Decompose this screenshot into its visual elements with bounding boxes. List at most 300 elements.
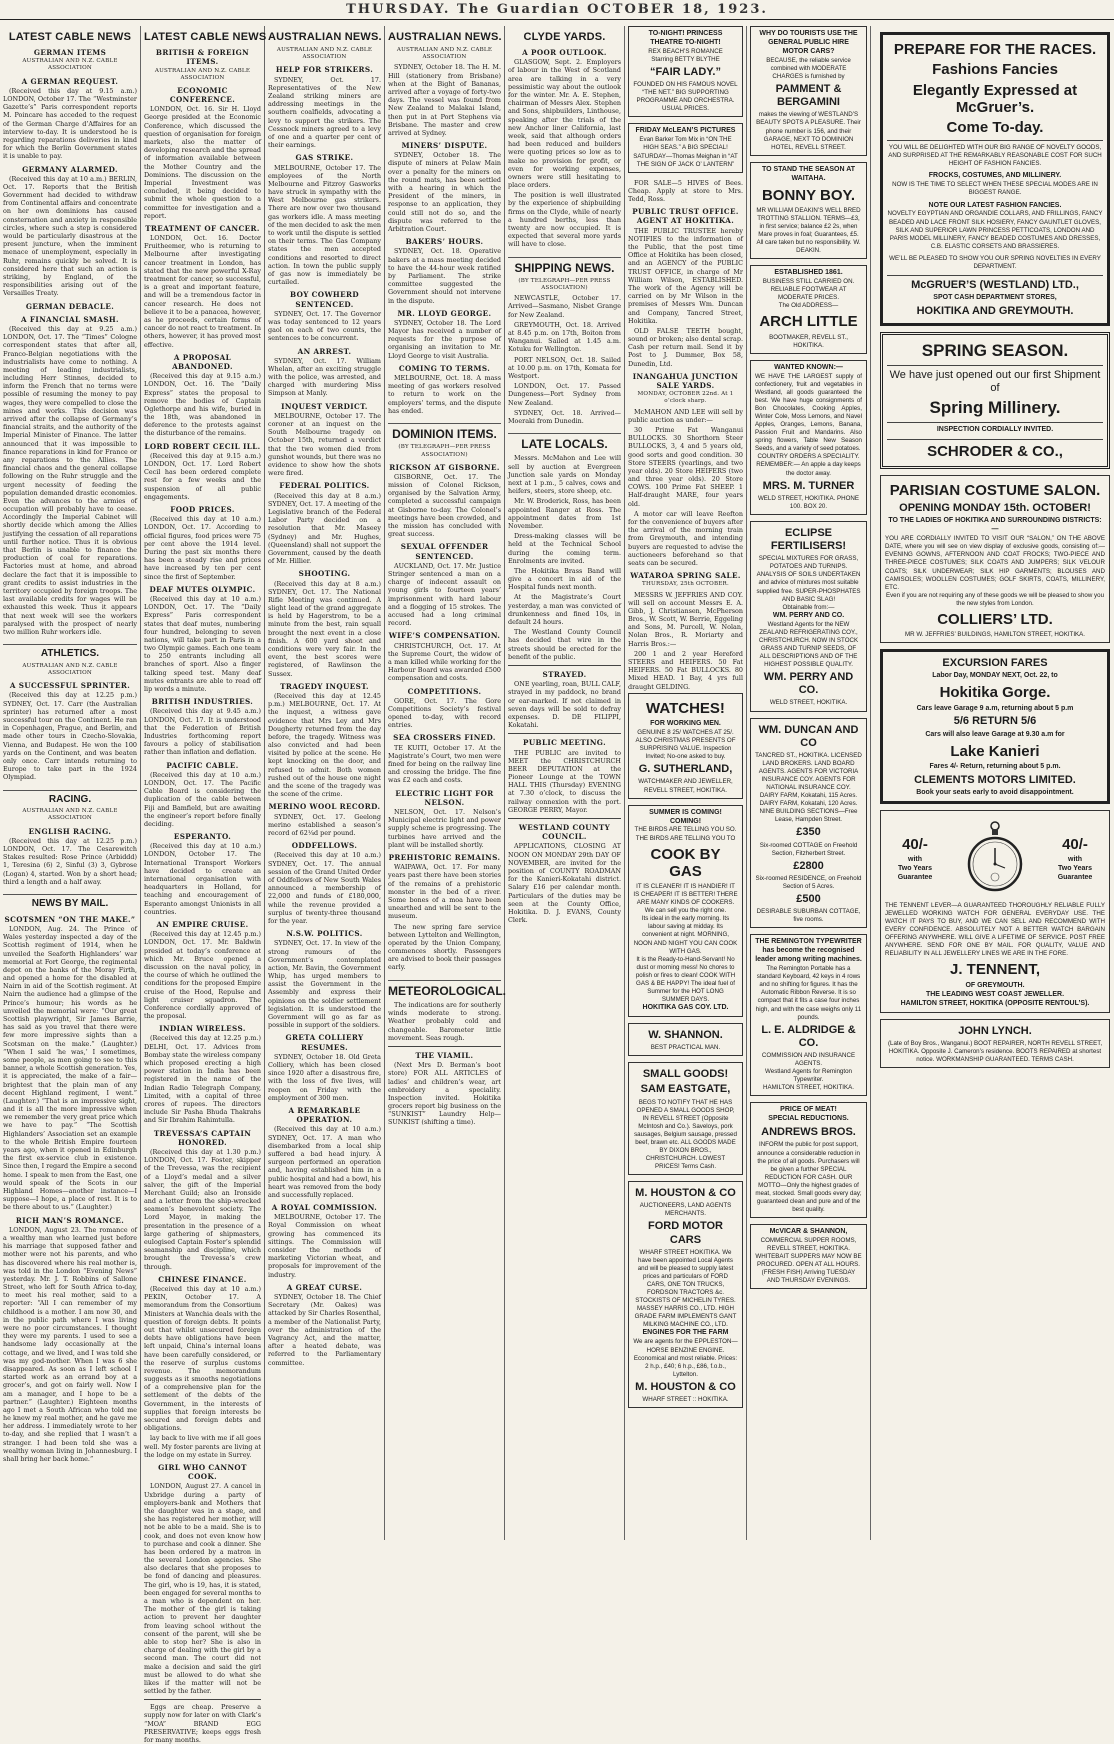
article-body: MELBOURNE, October 17. The Royal Commission on wheat growing has commenced its sittings. The Commission will consider the methods of marketing Victorian wheat, and proposals for improvement of the industry. <box>268 1213 381 1279</box>
article-body: WAIPAWA, Oct. 17. For many years past there have been stories of the remains of a prehistoric monster in the bed of a river. Some bones of a moa have been unearthed and will be sent to the museum. <box>388 863 501 921</box>
divider <box>887 275 1103 276</box>
advert-heading: PARISIAN COSTUME SALON. <box>889 481 1101 499</box>
advert-line: DAIRY FARM, Kokatahi, 115 Acres. DAIRY FARM, Kokatahi, 120 Acres. <box>759 792 858 808</box>
advert-line: TANCRED ST., HOKITIKA. LICENSED LAND BROKERS. LAND BOARD AGENTS. AGENTS FOR VICTORIA INSURANCE COY. AGENTS FOR NATIONAL INSURANCE COY. <box>755 751 862 792</box>
sale-date: MONDAY, OCTOBER 22nd. At 1 o’clock sharp. <box>637 391 734 405</box>
advert-name: JOHN LYNCH. <box>958 1024 1032 1037</box>
article-body: SYDNEY, Oct. 17. William Whelan, after an exciting struggle with the police, was arrested, and charged with murdering Miss Simpson at Manly. <box>268 356 381 398</box>
divider <box>887 365 1103 366</box>
article-body: SYDNEY, October 18. The H. M. Hill (stationery from Brisbane) when at the Bight of Bananas, arrived after a voyage of forty-two days. The vessel was found from New Zealand to Malakai Island, then put in at Port Stephens via Brisbane. The master and crew arrived at Sydney. <box>388 63 501 137</box>
advert-name: W. SHANNON. <box>648 1028 723 1041</box>
article-body: GORE, Oct. 17. The Gore Competitions Society’s festival opened to-day, with record entries. <box>388 696 501 730</box>
column-adverts-theatre <box>625 26 747 1540</box>
notice-body: THE PUBLIC are invited to MEET the CHRISTCHURCH BEER DEPUTATION at the Pioneer Lounge at the TOWN HALL THIS (Thursday) EVENING at 7.30 o’clock, to discuss the railway connexion with the port. GEORGE PERRY, Mayor. <box>508 748 621 814</box>
article-heading: A SUCCESSFUL SPRINTER. <box>9 681 131 691</box>
article-body: (Received this day at 8 a.m.) SYDNEY, Oct. 17. The National Rifle Meeting was continued. A slight lead of the grand aggregate is held by Hagerstrom, to be a minute from the best, rain squall brought the next event in a close finish. A 600 yard shoot and conditions were very fair. In the event, the best scores were registered, of Rawlinson the Sussex. <box>268 579 381 678</box>
article-heading: A REMARKABLE OPERATION. <box>288 1105 361 1125</box>
advert-line: TO THE LADIES OF HOKITIKA AND SURROUNDING DISTRICTS:— <box>888 517 1102 534</box>
column-display-adverts <box>876 26 1114 1540</box>
advert-line: DESIRABLE SUBURBAN COTTAGE, five rooms. <box>756 908 861 924</box>
advert-name: COLLIERS’ LTD. <box>937 610 1053 628</box>
article-body: LONDON, Oct. 16. Doctor Fruitheemer, who is returning to Melbourne after investigating cancer treatment in London, has stated that the new powerful X-Ray treatment for cancer, so successful, is a great and important feature, and will be a tremendous factor in cancer research. He does not believe it to be a panacea, however, as he proceeds, certain forms of cancer do not react to treatment. In others, however, it has proved most effective. <box>144 234 261 349</box>
advert-name: CLEMENTS MOTORS LIMITED. <box>914 773 1076 786</box>
advert-line: HAMILTON STREET, HOKITIKA. <box>763 1084 854 1092</box>
advert-heading: Elegantly Expressed at McGruer’s. <box>912 81 1078 116</box>
advert-line: BECAUSE, the reliable service combined with MODERATE CHARGES is furnished by <box>766 56 851 80</box>
advert-line: OF GREYMOUTH. <box>965 981 1025 989</box>
advert-heading: Lake Kanieri <box>950 742 1040 760</box>
advert-line: Guarantee <box>1057 874 1093 882</box>
advert-line: BUSINESS STILL CARRIED ON. <box>762 278 855 286</box>
article-heading: ECONOMIC CONFERENCE. <box>169 85 236 105</box>
article-body: MELBOURNE, October 17. The coroner at an inquest on the South Melbourne tragedy on October 15th, returned a verdict that the two women died from gunshot wounds, but there was no evidence to show how the shots were fired. <box>268 411 381 478</box>
classified-gold: OLD FALSE TEETH bought, sound or broken; also dental scrap. Cash per return mail. Send it by Post to J. Dummer, Box 58, Dunedin, Ltd. <box>628 326 743 368</box>
advert-heading: THE REMINGTON TYPEWRITER has become the recognised leader among writing machines. <box>755 938 862 964</box>
advert-john-lynch <box>880 1019 1110 1068</box>
article-body: lay back to live with me if all goes well. My foster parents are living at the lodge on my estate in Surrey. <box>144 1434 261 1459</box>
sale-body: McMAHON AND LEE will sell by public auction as under:— <box>628 407 743 424</box>
column-adverts-local <box>747 26 871 1540</box>
article-heading: A PROPOSAL ABANDONED. <box>172 352 233 371</box>
advert-line: SPOT CASH DEPARTMENT STORES, <box>933 294 1057 302</box>
advert-heading: Hokitika Gorge. <box>939 684 1051 702</box>
advert-name: PAMMENT & BERGAMINI <box>775 83 842 109</box>
advert-name: McVICAR & SHANNON, <box>769 1228 848 1236</box>
advert-name: G. SUTHERLAND, <box>638 763 733 776</box>
article-body: GLASGOW, Sept. 2. Employers of labour in the West of Scotland area are talking in a very pessimistic way about the outlook for the winter. Mr. A. E. Stephen, chairman of Messrs Alex. Stephen and Sons, shipbuilders, Linthouse, speaking after the trials of the new Anchor liner California, last week, said that although orders had been reduced and builders were quoting prices so low as to make no provision for profit, or even for working expenses, owners were still hesitating to place orders. <box>508 58 621 190</box>
advert-mcvicar <box>750 1224 867 1289</box>
advert-line: with <box>1068 856 1082 864</box>
advert-heading: ECLIPSE FERTILISERS! <box>770 526 847 553</box>
notice-heading: PUBLIC MEETING. <box>523 738 606 748</box>
advert-heading: THE VIAMIL. <box>415 1050 474 1060</box>
article-heading: GERMANY ALARMED. <box>22 164 118 174</box>
column-heading: LATEST CABLE NEWS <box>144 31 267 43</box>
column-heading: AUSTRALIAN NEWS. <box>268 31 382 43</box>
advert-line: BEST PRACTICAL MAN. <box>650 1044 721 1052</box>
divider <box>887 422 1103 423</box>
section-heading: GERMAN ITEMS <box>33 48 107 58</box>
association-line: AUSTRALIAN AND N.Z. CABLE ASSOCIATION <box>22 808 118 822</box>
advert-line: REX BEACH’S ROMANCE <box>648 47 723 55</box>
article-heading: GERMAN DEBACLE. <box>25 301 115 311</box>
advert-line: BOOTMAKER, REVELL ST., HOKITIKA. <box>769 333 848 349</box>
article-body: AUCKLAND, Oct. 17. Mr. Justice Stringer sentenced a man on a charge of indecent assault on young girls to fourteen years’ imprisonment with hard labour and a flogging of 15 strokes. The accused had a long criminal record. <box>388 561 501 628</box>
association-line: AUSTRALIAN AND N.Z. CABLE ASSOCIATION <box>276 47 373 61</box>
section-heading-dominion-items: DOMINION ITEMS. <box>388 423 501 442</box>
article-body: (Received this day at 9.25 a.m.) LONDON, Oct. 17. The “Times” Cologne correspondent states that after all, Franco-Belgian negotiations with the industrialists have come to nothing. A meeting of leading industrialists, including Herr Stinnes, decided to inform the French that no terms were possible of resuming the money to pay wages, they were compelled to close the mines and works. This decision was arrived after the collapse of Germany’s financial straits, and the authority of the Imperial Minister of Finance. The latter announced that it was impossible to finance reparations in kind for France or any reparations to the Allies. The financial chaos and the general collapse following on the Ruhr struggle and the urgent necessity of feeding the population demanded drastic economies. Even the advances to the armies of occupation will probably have to cease. Accordingly the Imperial Cabinet will shortly decide which among the Allies justifying the cessation of all reparations until further notice. Thus it is obvious that Berlin is unable to finance the production of coal for reparations. Factories must at home, and abroad declare the fact that it is impossible to grant credits to assist industries in the territory occupied by foreign troops. The last available credits for wages will be exhausted this week. Thus it appears that next week will see the workers paralysed with the prospect of nearly two million Ruhr workers idle. <box>3 324 137 636</box>
advert-bonny-boy <box>750 162 867 260</box>
association-line: AUSTRALIAN AND N.Z. CABLE ASSOCIATION <box>396 47 493 61</box>
advert-heading: EXCURSION FARES <box>942 657 1048 670</box>
advert-small-goods <box>628 1062 743 1175</box>
advert-line: MR WILLIAM DEAKIN’S WELL BRED TROTTING STALLION. TERMS—£3, in first service; balance £2 2s, when Mare proves in foal; Guarantees, £5. All care taken but no responsibility. W. DEAKIN. <box>756 206 861 255</box>
advert-name: M. HOUSTON & CO <box>635 1380 736 1393</box>
article-heading: SEXUAL OFFENDER SENTENCED. <box>400 542 489 561</box>
advert-line: Starring BETTY BLYTHE <box>651 55 720 63</box>
article-body: SYDNEY, Oct. 17. In view of the strong rumours of the Government’s contemplated action, Mr. Bavin, the Government Whip, has urged members to assist the Government in the Assembly and express their opinions on the soldier settlement legislation. It is understood the Government will go as far as possible in support of the soldiers. <box>268 939 381 1030</box>
column-heading: LATEST CABLE NEWS <box>8 31 132 43</box>
divider <box>508 818 621 819</box>
advert-line: Fares 4/- Return, returning about 5 p.m. <box>929 762 1061 770</box>
article-heading: N.S.W. POLITICS. <box>286 929 363 939</box>
advert-line: BEGS TO NOTIFY THAT HE HAS OPENED A SMALL GOODS SHOP, IN REVELL STREET (Opposite McIntosh and Co.). Saveloys, pork sausages, Belgium sausage, pressed beef, brawn etc. ALL GOODS MADE BY DIXON BROS., CHRISTCHURCH. LOWEST PRICES! Terms Cash. <box>634 1098 737 1171</box>
association-line: AUSTRALIAN AND N.Z. CABLE ASSOCIATION <box>154 67 251 81</box>
article-heading: PACIFIC CABLE. <box>166 760 239 770</box>
advert-meat-prices <box>750 1102 867 1218</box>
article-heading: SHOOTING. <box>298 569 351 579</box>
article-heading: TREVESSA’S CAPTAIN HONORED. <box>153 1128 252 1147</box>
article-body: (Received this day at 10 a.m.) PEKIN, October 17. A memorandum from the Consortium Ministers at Wanchia deals with the question of foreign debts. It points out that whilst unsecured foreign debts have obligations have been left unpaid, China’s internal loans have been carefully considered, or the reserve of surplus customs revenue. The memorandum suggests as it smooths negotiations of a comprehensive plan for the settlement of the debts of the Government, in the interests of supplies that foreign interests be secured and foreign debts and obligations. <box>144 1285 261 1433</box>
advert-line: SATURDAY—Thomas Meighan in “AT THE SIGN OF JACK O’ LANTERN” <box>633 152 738 168</box>
article-heading: LORD ROBERT CECIL ILL. <box>144 441 261 451</box>
advert-heading: WATCHES! <box>646 699 725 717</box>
notice-body: THE PUBLIC TRUSTEE hereby NOTIFIES to the information of the Public, that the post time Office at Hokitika has been closed, and an AGENCY of the PUBLIC TRUST OFFICE, in charge of Mr William Wilson, ESTABLISHED. The work of the Agency will be carried on by Mr Wilson in the premises of Messrs Wm. Duncan and Company, Tancred Street, Hokitika. <box>628 226 743 325</box>
association-line: AUSTRALIAN AND N.Z. CABLE ASSOCIATION <box>22 662 118 677</box>
advert-line: Its ideal in the early morning. Its labour saving at midday. Its convenient at night. MORNING, NOON AND NIGHT YOU CAN COOK WITH GAS. <box>633 915 738 955</box>
article-body: (Received this day at 10 a.m.) BERLIN, Oct. 17. Reports that the British Government had decided to withdraw from Continental affairs and concentrate on her own dominions has caused consternation and anxiety in responsible circles, where such a step is considered would be particularly disastrous at the present juncture, when the imminent menace of unemployment, especially in Ruhr, remains quickly be solved. It is considered here that such an action is striking, by England, of the responsibilities arising out of the Versailles Treaty. <box>3 174 137 298</box>
article-body: (Received this day at 9.15 a.m.) LONDON, Oct. 17. Lord Robert Cecil has been ordered complete rest for a few weeks and the suspension of all public engagements. <box>144 451 261 501</box>
article-body: (Received this day at 10 a.m.) LONDON, October 17. The International Transport Workers have decided to create an international organisation with headquarters in Holland, for teaching and encouragement of Esperanto amongst Unionists in all countries. <box>144 842 261 916</box>
advert-line: Westland Agents for Remington Typewriter. <box>765 1068 852 1084</box>
advert-line: Two Years <box>898 865 932 873</box>
advert-line: makes the viewing of WESTLAND’S BEAUTY SPOTS A PLEASURE. Their phone number is 156, and their GARAGE, NEXT TO DOMINION HOTEL, REVELL STREET. <box>756 111 861 151</box>
advert-line: Guarantee <box>897 874 933 882</box>
section-heading-meteorological: METEOROLOGICAL. <box>388 980 501 999</box>
advert-heading: WHY DO TOURISTS USE THE GENERAL PUBLIC HIRE MOTOR CARS? <box>759 30 858 55</box>
section-heading-late-locals: LATE LOCALS. <box>508 433 621 452</box>
advert-line: COMMERCIAL SUPPER ROOMS, REVELL STREET, HOKITIKA. WHITEBAIT SUPPERS MAY NOW BE PROCURED. OPEN AT ALL HOURS. (FRESH FISH) Arriving TUESDAY AND THURSDAY EVENINGS. <box>755 1236 862 1285</box>
advert-line: ESTABLISHED 1861. <box>774 269 843 277</box>
advert-mcleans-pictures <box>628 123 743 172</box>
advert-text: Eggs are cheap. Preserve a supply now for later on with Clark’s “MOA” BRAND EGG PRESERVATIVE; keeps eggs fresh for many months. <box>144 1703 261 1744</box>
advert-line: Westland Agents for the NEW ZEALAND REFRIGERATING COY., CHRISTCHURCH. NOW IN STOCK GRASS AND TURNIP SEEDS, OF ALL DESCRIPTIONS AND OF THE HIGHEST POSSIBLE QUALITY. <box>758 620 859 668</box>
section-heading-racing: RACING. <box>3 790 137 807</box>
advert-hire-cars <box>750 26 867 156</box>
column-heading: AUSTRALIAN NEWS. <box>388 31 502 43</box>
advert-heading: SPECIAL REDUCTIONS. <box>768 1115 849 1123</box>
advert-subheading: OPENING MONDAY 15th. OCTOBER! <box>899 502 1091 515</box>
advert-line: NOVELTY EGYPTIAN AND ORGANDIE COLLARS, AND FRILLINGS, FANCY BEADED AND LACE FRONT SILK HOSIERY, FANCY GAUNTLET GLOVES, SILK AND SUPERIOR LAWN PRINCESS PETTICOATS, LONDON AND PARIS MODEL MILLINERY, FANCY BEADED COSTUMES AND DRESSES, C.B. ELASTIC CORSETS AND BRASSIERES. <box>887 210 1103 250</box>
advert-name: SAM EASTGATE, <box>640 1083 731 1096</box>
article-heading: RICH MAN’S ROMANCE. <box>15 1215 125 1225</box>
advert-line: Labor Day, MONDAY NEXT, Oct. 22, to <box>932 672 1058 680</box>
advert-heading: PREPARE FOR THE RACES. <box>893 41 1097 58</box>
article-heading: ENGLISH RACING. <box>28 826 112 836</box>
article-body: (Received this day at 9.15 a.m.) LONDON, October 17. The “Westminster Gazette’s” Paris correspondent reports M. Poincare has acceded to the request of the German Charge d’Affaires for an interview to-day. It is understood he is regarding reparations deliveries in kind for which the Berlin Government states it is unable to pay. <box>3 86 137 161</box>
article-heading: TREATMENT OF CANCER. <box>145 223 260 233</box>
article-body: SYDNEY, Oct. 17. Representatives of the New Zealand striking miners are addressing meetings in the southern coalfields, advocating a levy to support the strikers. The Cessnock miners agreed to a levy of one and a quarter per cent of their earnings. <box>268 75 381 150</box>
advert-heading: FRIDAY McLEAN’S PICTURES <box>635 127 736 135</box>
article-heading: GIRL WHO CANNOT COOK. <box>158 1462 247 1482</box>
article-body: LONDON, August 27. A cancel in Uxbridge during a party of employers-bank and Mothers that the daughter was in a stage, and she has registered her mother, will not be able to be a maid. She is to cook, and does not even know how to purchase and cook a dinner. She has been ordered by a matron in the several London agencies. She also declares that she proposes to be fond of dancing and pleasures. The girl, who is 19, has, it is stated, been engaged for several months to a man who is dependent on her. The mother of the girl is taking action to prevent her daughter from leaving school without the consent of the parent, will she be able to stop her? She is also in charge of dealing with the girl by a second man. The court did not make a decision and said the girl must be allowed to do what she likes if the matter will not be settled by the father. <box>144 1482 261 1696</box>
article-heading: PREHISTORIC REMAINS. <box>388 853 501 862</box>
local-item: Dress-making classes will be held at the Technical School during the coming term. Enrolments are invited. <box>508 532 621 565</box>
advert-excursion-fares <box>880 649 1110 804</box>
advert-line: Six-roomed COTTAGE on Freehold Section, Fitzherbert Street. <box>759 841 858 857</box>
divider <box>508 665 621 666</box>
article-body: (Received this day at 1.30 p.m.) LONDON, Oct. 17. Foster, skipper of the Trevessa, was the recipient of a Lloyd’s medal and a silver salver, the gift of the Imperial Merchant Guild; also an Ironside and a letter from the ship-wrecked seamen’s benevolent society. The Lord Mayor, in making the presentation in the presence of a large gathering of shipmasters, eulogised Captain Foster’s splendid seamanship and discipline, which brought the Trevessa’s crew through. <box>144 1147 261 1271</box>
divider <box>144 1699 261 1700</box>
article-heading: COMPETITIONS. <box>407 686 482 696</box>
article-subheading: A POOR OUTLOOK. <box>522 48 607 58</box>
advert-name: J. TENNENT, <box>949 961 1040 979</box>
advert-line: THE TENNENT LEVER—A GUARANTEED THOROUGHLY RELIABLE FULLY JEWELLED WORKING WATCH FOR GENERAL EVERYDAY USE. THE WATCH IT PAYS TO BUY, AND WE CAN SELL AND RECOMMEND WITH EVERY CONFIDENCE. ABSOLUTELY NOT A BETTER WATCH BARGAIN OFFERING ANYWHERE. WILL GIVE A LIFETIME OF SERVICE. POST FREE ANYWHERE. SEND FOR ONE BY MAIL. FOR QUALITY, VALUE AND RELIABILITY IN ALL JEWELLERY LINES WE ARE IN THE FORE. <box>885 901 1105 958</box>
association-line: (BY TELEGRAPH—PER PRESS ASSOCIATION) <box>398 444 491 458</box>
association-line: (BY TELEGRAPH—PER PRESS ASSOCIATION) <box>518 277 611 292</box>
price: 40/- <box>1062 835 1088 853</box>
notice-heading: WESTLAND COUNTY COUNCIL. <box>518 823 611 842</box>
shipping-item: NEWCASTLE, October 17. Arrived—Sasmano, Nisbet Grange for New Zealand. <box>508 294 621 319</box>
article-heading: GRETA COLLIERY RESUMES. <box>285 1033 364 1052</box>
article-heading: BAKERS’ HOURS. <box>405 237 484 247</box>
advert-name: WM. PERRY AND CO. <box>772 611 845 619</box>
advert-tennent-watch <box>880 810 1110 1013</box>
advert-duncan <box>750 718 867 929</box>
article-body: SYDNEY, October 18. The Chief Secretary (Mr. Oakes) was attacked by Sir Charles Rosenthal, a member of the Nationalist Party, over the administration of the Vagrancy Act, and the matter, after a heated debate, was referred to the Parliamentary committee. <box>268 1293 381 1367</box>
price: £500 <box>796 893 821 906</box>
advert-princess-theatre <box>628 26 743 117</box>
advert-houston-ford <box>628 1181 743 1408</box>
advert-line: Two Years <box>1058 865 1092 873</box>
article-heading: AN ARREST. <box>297 346 352 356</box>
sale-body: A motor car will leave Reefton for the convenience of buyers after the arrival of the morning train from Greymouth, and intending buyers are requested to advise the auctioneers beforehand so that seats can be secured. <box>628 509 743 567</box>
advert-line: NINE BUILDING SECTIONS—Free Lease, Hampden Street. <box>759 808 858 824</box>
advert-shannon <box>628 1023 743 1056</box>
article-heading: ESPERANTO. <box>173 832 232 842</box>
advert-line: NOW IS THE TIME TO SELECT WHEN THESE SPECIAL MODES ARE IN BIGGEST RANGE. <box>892 181 1098 197</box>
advert-line: WELD STREET, HOKITIKA. PHONE 100. BOX 20. <box>757 494 860 510</box>
article-heading: MERINO WOOL RECORD. <box>268 802 381 812</box>
article-body: (Received this day at 9.15 a.m.) LONDON, Oct. 16. The “Daily Express” states the proposal to remove the bodies of Captain Oglethorpe and his wife, buried in the 18th, was abandoned in deference to the protests against the disturbance of the remains. <box>144 372 261 438</box>
article-body: (Received this day at 10 a.m.) LONDON, Oct. 17. The Pacific Cable Board is considering the duplication of the cable between Fiji and Bamfield, but are awaiting the engineer’s report before finally deciding. <box>144 770 261 828</box>
article-body: LONDON, Oct. 16. Sir H. Lloyd George presided at the Economic Conference, which discussed the question of organisation for foreign markets, also the matter of developing research and the spread of information available between the Mother Country and the Dominions. The discussion on the Imperial Investment was concluded, it being decided to submit the whole question to a committee for investigation and a report. <box>144 105 261 220</box>
advert-line: (Late of Boy Bros., Wanganui.) BOOT REPAIRER, NORTH REVELL STREET, HOKITIKA. Opposite J. Cameron’s residence. BOOTS REPAIRED at shortest notice. WORKMANSHIP GUARANTEED. TERMS CASH. <box>887 1039 1103 1063</box>
article-body: (Received this day at 10 a.m.) SYDNEY, Oct. 17. A man who disembarked from a local ship suffered a bad head injury. A surgeon performed an operation and, having established him in a public hospital and had a bowl, his heart was removed from the body and successfully replaced. <box>268 1125 381 1199</box>
advert-line: WELD STREET, HOKITIKA. <box>769 699 848 707</box>
advert-line: The Remington Portable has a standard Keyboard, 42 keys in 4 rows and no shifting for figures. It has the Automatic Ribbon Reverse. It is so compact that it fits a case four inches high, and with the case weighs only 11 pounds. <box>755 965 862 1021</box>
watch-price-right <box>1045 833 1105 883</box>
sale-list: 30 Prime Fat Wanganui BULLOCKS. 30 Shorthorn Steer BULLOCKS, 3, 4 and 5 years old, good sorts and good condition. 30 Store STEERS (yearlings, and two year olds). 20 Store HEIFERS (two and three year olds). 20 Store COWS. 100 Prime Fat SHEEP. 1 Half-draught MARE, four years old. <box>628 425 743 508</box>
article-body: SYDNEY, Oct. 17. Geelong merino established a season’s record of 62¼d per pound. <box>268 812 381 838</box>
advert-name: SCHRODER & CO., <box>927 442 1063 460</box>
advert-line: WATCHMAKER AND JEWELLER, REVELL STREET, HOKITIKA. <box>638 778 733 794</box>
advert-heading: Spring Millinery. <box>929 398 1061 418</box>
fare: 5/6 RETURN 5/6 <box>953 715 1037 728</box>
notice-body: APPLICATIONS, CLOSING AT NOON ON MONDAY 29th DAY OF NOVEMBER, are invited for the position of COUNTY ROADMAN for the Kanieri-Kokatahi district. Salary £16 per calendar month. Particulars of the duties may be seen at the County Office, Hokitika. D. J. EVANS, County Clerk. <box>508 842 621 925</box>
article-heading: RICKSON AT GISBORNE. <box>389 462 500 472</box>
section-heading: BRITISH & FOREIGN ITEMS. <box>155 48 250 67</box>
article-body: (Received this day at 10 a.m.) LONDON, Oct. 17. According to official figures, food prices were 75 per cent above the 1914 level. During the past six months there has been a steady rise and prices have increased by ten per cent since the first of September. <box>144 515 261 581</box>
article-body: The new spring fare service between Lyttelton and Wellington, operated by the Union Company, commences shortly. Passengers are advised to book their passages early. <box>388 922 501 972</box>
article-body: (Received this day at 12.45 p.m.) MELBOURNE, Oct. 17. At the inquest, a witness gave evidence that Mrs Ley and Mrs Dougherty returned from the day before, the tragedy. Witness was also convicted and had been visited by police at the scene. He kept knocking on the door, and refused to admit. Both women rushed out of the house one night and the scene of the tragedy was the scene of the crime. <box>268 691 381 799</box>
article-body: CHRISTCHURCH, Oct. 17. At the Supreme Court, the widow of a man killed while working for the Harbour Board was awarded £500 compensation and costs. <box>388 641 501 683</box>
masthead: THURSDAY. The Guardian OCTOBER 18, 1923. <box>0 0 1114 20</box>
article-heading: A GREAT CURSE. <box>286 1282 363 1292</box>
article-body: (Received this day at 12.25 p.m.) LONDON, Oct. 17. The Cesarewitch Stakes resulted: Rose Prince (Arbiddd) 1, Teresina (6) 2, Sinful (3) 3, Gybrose (Logan) 4, started. Won by a short head; third a length and a half away. <box>3 836 137 886</box>
advert-line: We are agents for the EPPLESTON—HORSE BENZINE ENGINE. Economical and most reliable. Prices: 2 h.p., £40; 6 h.p., £86, f.o.b., Lyttelton. <box>633 1338 738 1378</box>
advert-line: INSPECTION CORDIALLY INVITED. <box>936 425 1054 433</box>
price: £350 <box>796 826 821 839</box>
advert-name: McGRUER’S (WESTLAND) LTD., <box>911 278 1079 291</box>
article-body: SYDNEY, Oct. 17. The Governor was today sentenced to 12 years gaol on each of two counts, the sentences to be concurrent. <box>268 309 381 343</box>
article-heading: MR. LLOYD GEORGE. <box>397 308 492 318</box>
divider <box>508 733 621 734</box>
sale-date: THURSDAY, 25th OCTOBER. <box>642 581 729 588</box>
advert-line: COMMISSION AND INSURANCE AGENTS. <box>761 1052 856 1068</box>
article-heading: FOOD PRICES. <box>170 505 235 515</box>
advert-line: SPECIAL MIXTURES FOR GRASS, POTATOES AND TURNIPS. ANALYSIS OF SOILS UNDERTAKEN and advice of mixtures most suitable supplied free. SUPER-PHOSPHATES AND BASIC SLAG! <box>756 555 861 603</box>
sale-heading: INANGAHUA JUNCTION SALE YARDS. <box>632 371 739 391</box>
advert-schroder <box>880 332 1110 469</box>
sale-heading: WATAROA SPRING SALE. <box>630 571 741 581</box>
article-heading: BOY COWHERD SENTENCED. <box>289 290 360 309</box>
watch-row <box>885 814 1105 902</box>
advert-arch-little <box>750 265 867 354</box>
advert-name: ARCH LITTLE <box>759 313 858 331</box>
advert-line: Book your seats early to avoid disappointment. <box>916 789 1074 796</box>
article-heading: COMING TO TERMS. <box>398 363 491 373</box>
watch-price-left <box>885 833 945 883</box>
advert-heading: PRICE OF MEAT! <box>780 1106 837 1114</box>
column-heading: CLYDE YARDS. <box>523 31 606 43</box>
shipping-item: SYDNEY, Oct. 18. Arrived—Moeraki from Dunedin. <box>508 408 621 425</box>
advert-line: WE HAVE THE LARGEST supply of confectionery, fruit and vegetables in Westland, all goods guaranteed the best. We have huge consignments of Bon Chocolates, Cooking Apples, Winter Cole, Moss Lemons, and Navel Apples, Oranges, Lemons, Banana, Passion Fruit and Mandarins. Also spring flowers, Table New Season Seeds, and a variety of seed potatoes. <box>755 372 862 453</box>
film-title: “FAIR LADY.” <box>650 66 721 79</box>
article-heading: ODDFELLOWS. <box>291 841 358 851</box>
advert-line: YOU WILL BE DELIGHTED WITH OUR BIG RANGE OF NOVELTY GOODS, AND SURPRISED AT THE REMARKABLY REASONABLE COST FOR SUCH HEIGHT OF FASHION FANCIES. <box>888 144 1102 168</box>
shipping-item: PORT NELSON, Oct. 18. Sailed at 10.00 p.m. on 17th, Komata for Westport. <box>508 355 621 380</box>
article-heading: DEAF MUTES OLYMPIC. <box>149 584 256 594</box>
divider <box>887 439 1103 440</box>
advert-heading: Come To-day. <box>946 119 1044 136</box>
advert-heading: BONNY BOY. <box>761 186 856 204</box>
advert-line: with <box>908 856 922 864</box>
section-heading-news-by-mail: NEWS BY MAIL. <box>3 894 137 911</box>
article-body: LONDON, August 23. The romance of a wealthy man who learned just before his marriage that supposed father and mother were not his parents, and who has discovered where his real mother is, was told in the London “Evening News” yesterday. Mr. J. T. Robbins of Sallone Street, who left for South Africa to-day, to meet his real mother, said to a reporter: “All I can remember of my childhood is a mother. I am now 30, and in the public path where I was living were no poor circumstances. I thought they were my parents. I used to see a handsome lady occasionally at the cottage, and we lived, and I was told she was my god-mother. When I was 6 she disappeared. As soon as I left school I started work as an errand boy at a grocer’s, and got on fairly well. Now I am a manager, and I hope to be a partner.” (Laughter.) Eighteen months ago I met a South African who told me he knew my real mother, and he gave me her address. I immediately wrote to her to-day, and she replied that I wasn’t a stranger. I had been told she was a wealthy woman living in Johannesburg. I shall bring her back home.” <box>3 1225 137 1463</box>
article-body: MELBOURNE, Oct. 18. A mass meeting of gas workers resolved to return to work on the employers’ terms, and the dispute has ended. <box>388 374 501 415</box>
advert-name: MRS. M. TURNER <box>762 479 855 492</box>
local-item: At the Magistrate’s Court yesterday, a man was convicted of drunkenness and fined 10s, in default 24 hours. <box>508 593 621 627</box>
advert-watches <box>628 693 743 799</box>
article-heading: INDIAN WIRELESS. <box>159 1024 246 1034</box>
article-heading: MINERS’ DISPUTE. <box>401 141 488 151</box>
column-clyde-yards <box>505 26 625 1540</box>
price: £2800 <box>793 859 824 872</box>
divider <box>388 1046 501 1047</box>
article-heading: AN EMPIRE CRUISE. <box>156 919 249 929</box>
article-body: SYDNEY, Oct. 18. Operative bakers at a mass meeting decided to have the 44-hour week ratified by Parliament. The strike committee suggested the Government should not intervene in the dispute. <box>388 247 501 305</box>
local-item: Mr. W. Broderick, Ross, has been appointed Ranger at Ross. The appointment dates from 1st November. <box>508 497 621 530</box>
advert-name: M. HOUSTON & CO <box>635 1187 736 1200</box>
classified-for-sale: FOR SALE—5 HIVES of Bees. Cheap. Apply at store to Mrs. Tedd, Ross. <box>628 178 743 204</box>
advert-turner <box>750 360 867 515</box>
advert-line: SUMMER IS COMING! COMING! <box>649 808 722 825</box>
advert-line: WE’LL BE PLEASED TO SHOW YOU OUR SPRING NOVELTIES IN EVERY DEPARTMENT. <box>889 254 1101 270</box>
sale-list: 200 1 and 2 year Hereford STEERS and HEIFERS. 50 Fat HEIFERS. 50 Fat BULLOCKS. 80 Mixed HEAD. 1 Bay, 4 yrs full draught GELDING. <box>628 649 743 691</box>
advert-name: WM. PERRY AND CO. <box>763 671 854 697</box>
article-subheading: A FINANCIAL SMASH. <box>21 314 119 324</box>
column-australian-news-2 <box>385 26 505 1540</box>
column-latest-cable-news-german <box>0 26 141 1540</box>
advert-heading: SMALL GOODS! <box>642 1068 729 1081</box>
article-heading: GAS STRIKE. <box>295 153 354 163</box>
advert-heading: SPRING SEASON. <box>921 341 1069 361</box>
advert-line: Even if you are not requiring any of these goods we will be pleased to show you the new styles from London. <box>885 591 1105 607</box>
local-item: The Hokitika Brass Band will give a concert in aid of the Hospital funds next month. <box>508 566 621 592</box>
article-heading: SCOTSMEN “ON THE MAKE.” <box>4 914 136 924</box>
article-heading: SEA CROSSERS FINED. <box>393 733 496 743</box>
advert-line: Six-roomed RESIDENCE, on Freehold Section of 5 Acres. <box>755 874 862 890</box>
article-body: SYDNEY, October 18. The dispute of miners at Pelaw Main over a penalty for the miners on the round mats, has been settled with a hearing in which the President of the miners, in response to an application, they could still not do so, and the dispute was referred to the Arbitration Court. <box>388 151 501 233</box>
column-latest-cable-news-british <box>141 26 267 1744</box>
article-body: (Received this day at 10 a.m.) LONDON, Oct. 17. The “Daily Express” Paris correspondent states that deaf mutes, numbering four hundred, belonging to seven nations, will take part in Paris in a two Olympic games. Each one team to 250 entrants including all branches of sport. Also a finger talking speed test. Many deaf mutes entrants are able to read off lip words a minute. <box>144 594 261 694</box>
shipping-item: LONDON, Oct. 17. Passed Dungeness—Port Sydney from New Zealand. <box>508 382 621 407</box>
advert-line: INFORM the public for post support, announce a considerable reduction in the price of all goods. Purchasers will be given a further SPECIAL REDUCTION FOR CASH. OUR MOTTO—Only the highest grades of meat, stocked. Small goods every day; guaranteed clean and pure and of the best quality. <box>755 1141 862 1213</box>
advert-line: FOUNDED ON HIS FAMOUS NOVEL “THE NET.” BIG SUPPORTING PROGRAMME AND ORCHESTRA. USUAL PRICES. <box>633 81 738 113</box>
advert-subheading: NOTE OUR LATEST FASHION FANCIES. <box>928 201 1062 209</box>
article-body: (Received this day at 12.25 p.m.) SYDNEY, Oct. 17. Carr (the Australian sprinter) has returned after a most successful tour on the Continent. He ran in Copenhagen, Prague, and Berlin, and made other tours in Czecho-Slovakia, Vienna, and Budapest. He won the 100 yards on the Continent, and was beaten only once. Carr intends returning to Europe to take part in the 1924 Olympiad. <box>3 691 137 782</box>
advert-line: IT IS CLEANER! IT IS HANDIER! IT IS CHEAPER! IT IS BETTER! THERE ARE MANY KINDS OF COOKERS. We can sell you the right one. <box>633 883 738 915</box>
advert-line: Cars leave Garage 9 a.m, returning about 5 p.m <box>916 704 1074 712</box>
advert-line: TO STAND THE SEASON AT WAITAHA. <box>761 165 856 182</box>
article-heading: TRAGEDY INQUEST. <box>280 681 369 691</box>
advert-line: WHARF STREET HOKITIKA. We have been appointed Local Agents and will be pleased to supply latest prices and particulars of FORD CARS, ONE TON TRUCKS, FORDSON TRACTORS &c. STOCKISTS OF MICHELIN TYRES. MASSEY HARRIS CO., LTD. HIGH GRADE FARM IMPLEMENTS GANT MILKING MACHINE CO., LTD. <box>634 1248 737 1329</box>
advert-heading: FORD MOTOR CARS <box>648 1220 723 1246</box>
advert-heading: WANTED KNOWN:— <box>774 363 843 371</box>
advert-subheading: FROCKS, COSTUMES, AND MILLINERY. <box>928 172 1062 180</box>
article-body: TE KUITI, October 17. At the Magistrate’s Court, two men were fined for being on the railway line and crossing the bridge. The fine was £2 each and costs. <box>388 743 501 785</box>
advert-line: MR W. JEFFRIES’ BUILDINGS, HAMILTON STREET, HOKITIKA. <box>904 631 1086 639</box>
article-heading: INQUEST VERDICT. <box>281 401 368 411</box>
advert-line: THE BIRDS ARE TELLING YOU SO. THE BIRDS ARE TELLING YOU TO <box>634 826 737 842</box>
advert-line: COUNTRY ORDERS A SPECIALITY. REMEMBER:— An apple a day keeps the doctor away. <box>756 453 861 477</box>
article-heading: HELP FOR STRIKERS. <box>275 65 374 75</box>
notice-body: ONE yearling, roan, BULL CALF, strayed in my paddock, no brand or ear-marked. If not claimed in seven days will be sold to defray expenses. D. DE FILIPPI, Kokatahi. <box>508 680 621 730</box>
advert-remington <box>750 934 867 1096</box>
advert-heading: ENGINES FOR THE FARM <box>642 1329 729 1337</box>
article-body: GISBORNE, Oct. 17. The mission of Colonel Rickson, organised by the Salvation Army, completed a successful campaign at Gisborne to-day. The Colonel’s meetings have been crowded, and the mission has concluded with great success. <box>388 472 501 539</box>
notice-heading: PUBLIC TRUST OFFICE. AGENT AT HOKITIKA. <box>632 207 739 226</box>
advert-line: It is the Ready-to-Hand-Servant! No dust or morning mess! No chores to polish or fires to clean! COOK WITH GAS & BE HAPPY! The ideal fuel of Summer for the HOT LONG SUMMER DAYS. <box>635 955 736 1003</box>
article-heading: A GERMAN REQUEST. <box>21 76 119 86</box>
price: 40/- <box>902 835 928 853</box>
column-australian-news-1 <box>265 26 385 1540</box>
pocket-watch-icon <box>967 820 1023 900</box>
article-body: (Received this day at 12.45 p.m.) LONDON, Oct. 17. Mr. Baldwin presided at today’s conference at which Mr. Bruce opened a discussion on the naval policy, in the course of which he outlined the conditions for the proposed Empire cruise of the Hood, Repulse and light cruiser squadron. The Conference cordially approved of the proposal. <box>144 930 261 1021</box>
article-body: MELBOURNE, October 17. The employees of the North Melbourne and Fitzroy Gasworks have struck in sympathy with the West Melbourne gas strikers. There are now over two thousand gas workers idle. A mass meeting of the men decided to ask the men to work until the dispute is settled on their terms. The Gas Company states the men accepted conditions and resorted to direct action. In town the public supply of gas now is immediately be curtailed. <box>268 163 381 287</box>
article-body: (Received this day at 12.25 p.m.) DELHI, Oct. 17. Advices from Bombay state the wireless company which proposed erecting a high power station in India has been registered in the name of the Indian Radio Telegraph Company, Limited, with a capital of three crores of rupees. The directors include Sir Pasha Bhuda Thakrahs and Sir Ibrahim Rahimtulla. <box>144 1034 261 1125</box>
article-body: SYDNEY, October 18. The Lord Mayor has received a number of requests for the purpose of organising an invitation to Mr. Lloyd George to visit Australia. <box>388 318 501 360</box>
advert-name: L. E. ALDRIDGE & CO. <box>761 1023 856 1049</box>
article-heading: CHINESE FINANCE. <box>158 1274 247 1284</box>
advert-heading: Fashions Fancies <box>932 61 1058 79</box>
article-body: (Received this day at 10 a.m.) SYDNEY, Oct. 17. The annual session of the Grand United Order of Oddfellows of New South Wales announced a membership of 22,000 and funds of £180,000, while the revenue provided a surplus of twenty-three thousand for the year. <box>268 851 381 925</box>
advert-name: ANDREWS BROS. <box>761 1126 856 1139</box>
article-heading: WIFE’S COMPENSATION. <box>388 631 501 641</box>
article-body: The position is well illustrated by the experience of shipbuilding firms on the Clyde, while of nearly a hundred berths, less than twenty are now occupied. It is expected that several more yards will have to close. <box>508 191 621 249</box>
advert-line: GENUINE 8 25/ WATCHES AT 25/. ALSO CHRISTMAS PRESENTS OF SURPRISING VALUE. Inspection Invited; No-one asked to buy. <box>635 729 736 761</box>
advert-line: The Old ADDRESS— <box>778 302 839 310</box>
advert-name: WM. DUNCAN AND CO <box>758 723 859 749</box>
article-heading: A ROYAL COMMISSION. <box>271 1203 378 1213</box>
advert-line: RELIABLE FOOTWEAR AT MODERATE PRICES. <box>770 286 847 302</box>
shipping-item: GREYMOUTH, Oct. 18. Arrived at 8.45 p.m. on 17th, Boiton from Wanganui. Sailed at 1.45 a.m. Kotuku for Wellington. <box>508 320 621 354</box>
local-item: The Westland County Council has decided that wire in the streets should be erected for the benefit of the public. <box>508 628 621 661</box>
advert-mcgruers <box>880 32 1110 326</box>
advert-text: (Next Mrs D. Berman’s boot store) FOR ALL ARTICLES of ladies’ and children’s wear, art embroidery a speciality. Inspection invited. Hokitika grocers report big business on the “SUNKIST” Laundry Help— SUNKIST (shifting a time). <box>388 1061 501 1127</box>
advert-heading: COOK BY GAS <box>650 845 721 880</box>
